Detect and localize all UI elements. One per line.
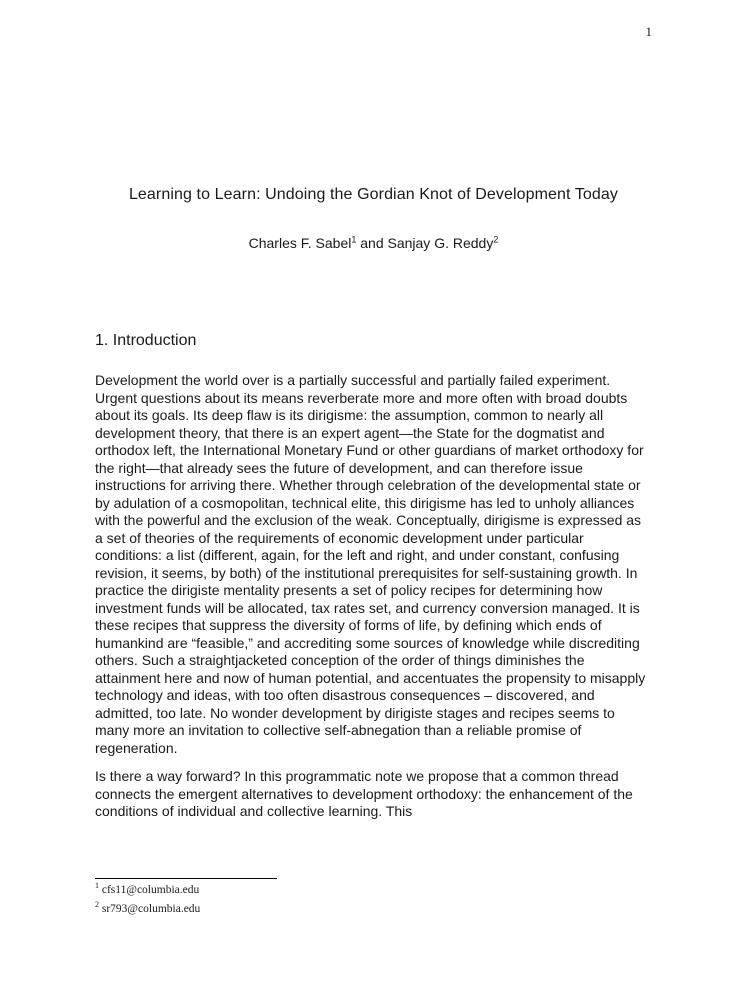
footnote-1-text: cfs11@columbia.edu: [101, 884, 200, 896]
authors-separator: and: [356, 235, 388, 251]
footnote-1-marker: 1: [95, 881, 99, 891]
author-first: Charles F. Sabel: [248, 235, 352, 251]
footnote-2-marker: 2: [95, 900, 99, 910]
footnote-1: [95, 883, 652, 898]
author-first-footnote-marker: 1: [351, 234, 357, 245]
author-second-footnote-marker: 2: [493, 234, 499, 245]
authors-line: [95, 235, 652, 251]
paragraph-2: Is there a way forward? In this programmatic note we propose that a common thread connects the emergent alternatives to development orthodoxy: the enhancement of the conditions of individual and collective learning. This: [95, 768, 633, 819]
author-second: Sanjay G. Reddy: [387, 235, 494, 251]
page-content: [95, 0, 652, 821]
page-number: 1: [645, 24, 652, 39]
paper-title: Learning to Learn: Undoing the Gordian Knot of Development Today: [128, 186, 619, 203]
footnote-2-text: sr793@columbia.edu: [101, 903, 201, 915]
footnote-2: [95, 902, 652, 917]
paragraph-1: Development the world over is a partially successful and partially failed experiment. Urgent questions about its means reverberate more and more often with broad doubts about its goals. Its deep flaw is its dirigisme: the assumption, common to nearly all development theory, that there is an expert agent—the State for the dogmatist and orthodox left, the International Monetary Fund or other guardians of market orthodoxy for the right—that already sees the future of development, and can therefore issue instructions for arriving there. Whether through celebration of the developmental state or by adulation of a cosmopolitan, technical elite, this dirigisme has led to unholy alliances with the powerful and the exclusion of the weak. Conceptually, dirigisme is expressed as a set of theories of the requirements of economic development under particular conditions: a list (different, again, for the left and right, and under constant, confusing revision, it seems, by both) of the institutional prerequisites for self-sustaining growth. In practice the dirigiste mentality presents a set of policy recipes for determining how investment funds will be allocated, tax rates set, and currency conversion managed. It is these recipes that suppress the diversity of forms of life, by defining which ends of humankind are “feasible,” and accrediting some sources of knowledge while discrediting others. Such a straightjacketed conception of the order of things diminishes the attainment here and now of human potential, and accentuates the propensity to misapply technology and ideas, with too often disastrous consequences – discovered, and admitted, too late. No wonder development by dirigiste stages and recipes seems to many more an invitation to collective self-abnegation than a reliable promise of regeneration.: [95, 372, 646, 756]
section-heading-introduction: 1. Introduction: [95, 332, 197, 349]
footnote-area: [95, 878, 652, 917]
footnote-divider: [95, 878, 277, 879]
